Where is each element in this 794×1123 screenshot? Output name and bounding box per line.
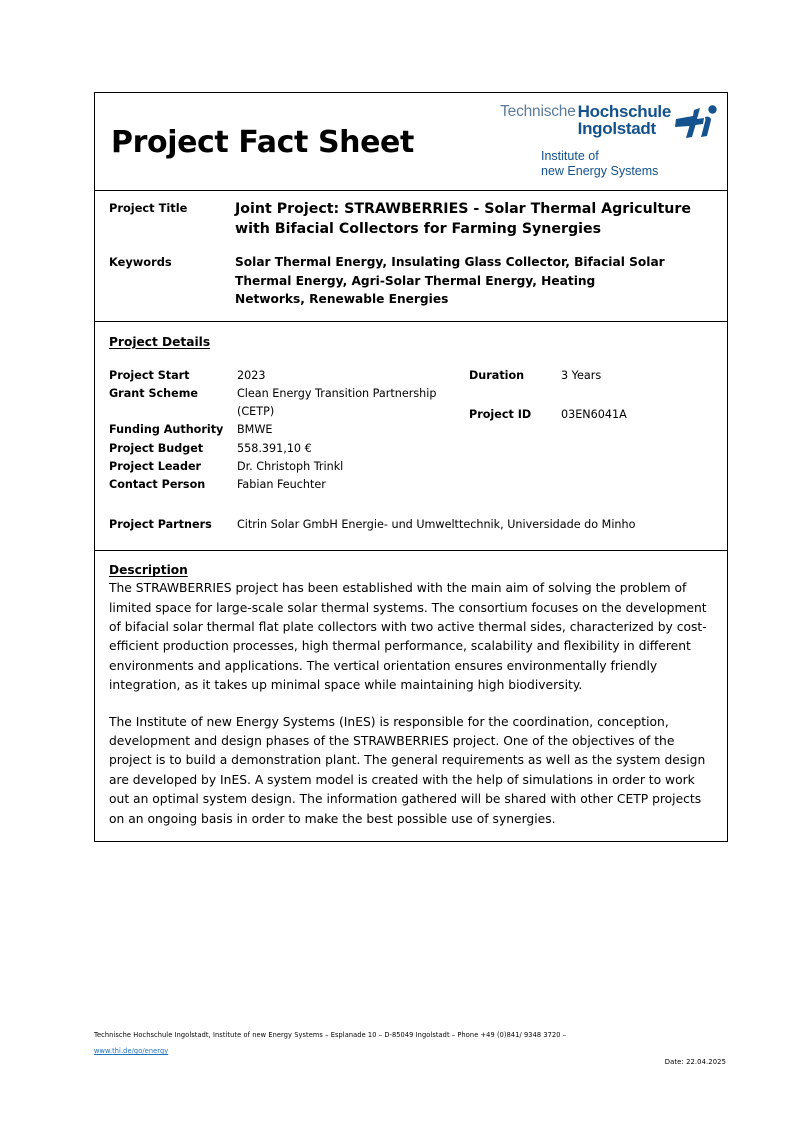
detail-row-project-partners [109, 516, 713, 534]
description-heading: Description [109, 563, 188, 578]
project-title-value: Joint Project: STRAWBERRIES - Solar Thermal Agriculture with Bifacial Collectors for Farming Synergies [235, 201, 692, 238]
detail-row-contact-person [109, 476, 469, 494]
project-title-row [109, 199, 713, 239]
project-start-label: Project Start [109, 368, 190, 382]
page-title: Project Fact Sheet [111, 125, 414, 160]
document-header [95, 93, 727, 191]
detail-row-project-start [109, 367, 469, 385]
detail-row-project-id [469, 406, 719, 424]
grant-scheme-value: Clean Energy Transition Partnership (CETP) [237, 387, 437, 419]
project-partners-label: Project Partners [109, 517, 212, 531]
description-paragraph-1: The STRAWBERRIES project has been established with the main aim of solving the problem of limited space for large-scale solar thermal systems. The consortium focuses on the development of bifacial solar thermal flat plate collectors with two active thermal sides, characterized by cost-efficient production processes, high thermal performance, scalability and flexibility in different environments and applications. The vertical orientation ensures environmentally friendly integration, as it takes up minimal space while maintaining high biodiversity. [109, 581, 707, 693]
detail-row-grant-scheme [109, 385, 469, 421]
project-start-value: 2023 [237, 368, 266, 382]
funding-authority-value: BMWE [237, 423, 273, 437]
logo-hochschule-line: Hochschule [577, 102, 671, 121]
right-column-spacer [469, 385, 719, 406]
logo-institute-line1: Institute of [541, 149, 599, 163]
institution-logo [447, 101, 717, 185]
project-leader-value: Dr. Christoph Trinkl [237, 459, 344, 473]
logo-wordmark [500, 103, 671, 137]
project-budget-value: 558.391,10 € [237, 441, 312, 455]
project-details-grid [109, 367, 713, 494]
fact-sheet-table [94, 92, 728, 842]
keywords-label: Keywords [109, 255, 172, 270]
thi-hi-logo-icon [673, 103, 717, 143]
project-title-label: Project Title [109, 201, 188, 215]
description-paragraph-2: The Institute of new Energy Systems (InES) is responsible for the coordination, conception, development and design phases of the STRAWBERRIES project. One of the objectives of the project is to build a demonstration plant. The general requirements as well as the system design are developed by InES. A system model is created with the help of simulations in order to work out an optimal system design. The information gathered will be shared with other CETP projects on an ongoing basis in order to make the best possible use of synergies. [109, 714, 706, 826]
detail-row-project-budget [109, 440, 469, 458]
description-section [95, 551, 727, 841]
summary-spacer [109, 241, 713, 253]
detail-row-funding-authority [109, 421, 469, 439]
keywords-row [109, 253, 713, 309]
project-id-value: 03EN6041A [561, 408, 627, 422]
footer-website-link[interactable]: www.thi.de/go/energy [94, 1047, 169, 1056]
duration-value: 3 Years [561, 368, 602, 382]
logo-technische-text: Technische [500, 103, 576, 120]
description-paragraph-gap [109, 696, 713, 713]
project-details-section [95, 322, 727, 551]
contact-person-label: Contact Person [109, 477, 206, 491]
project-details-left-column [109, 367, 469, 494]
project-leader-label: Project Leader [109, 459, 202, 473]
keywords-value: Solar Thermal Energy, Insulating Glass Collector, Bifacial Solar Thermal Energy, Agri-Solar Thermal Energy, Heating Networks, Renewable Energies [235, 255, 665, 307]
project-details-right-column [469, 367, 719, 424]
summary-section [95, 191, 727, 322]
duration-label: Duration [469, 368, 525, 382]
detail-row-project-leader [109, 458, 469, 476]
project-id-label: Project ID [469, 408, 532, 422]
detail-row-duration [469, 367, 719, 385]
project-partners-value: Citrin Solar GmbH Energie- und Umwelttechnik, Universidade do Minho [237, 517, 636, 531]
footer-date: Date: 22.04.2025 [664, 1058, 726, 1066]
logo-institute-subtitle [541, 149, 671, 179]
footer-address: Technische Hochschule Ingolstadt, Institute of new Energy Systems – Esplanade 10 – D-85049 Ingolstadt – Phone +49 (0)841/ 9348 3720 – [94, 1031, 567, 1039]
page-footer [94, 1030, 728, 1066]
grant-scheme-label: Grant Scheme [109, 387, 198, 401]
logo-hochschule-ingolstadt-text [578, 103, 671, 137]
funding-authority-label: Funding Authority [109, 423, 224, 437]
project-details-heading: Project Details [109, 334, 211, 349]
project-budget-label: Project Budget [109, 441, 204, 455]
contact-person-value: Fabian Feuchter [237, 477, 326, 491]
logo-ingolstadt-line: Ingolstadt [577, 119, 656, 138]
logo-institute-line2: new Energy Systems [541, 164, 659, 178]
